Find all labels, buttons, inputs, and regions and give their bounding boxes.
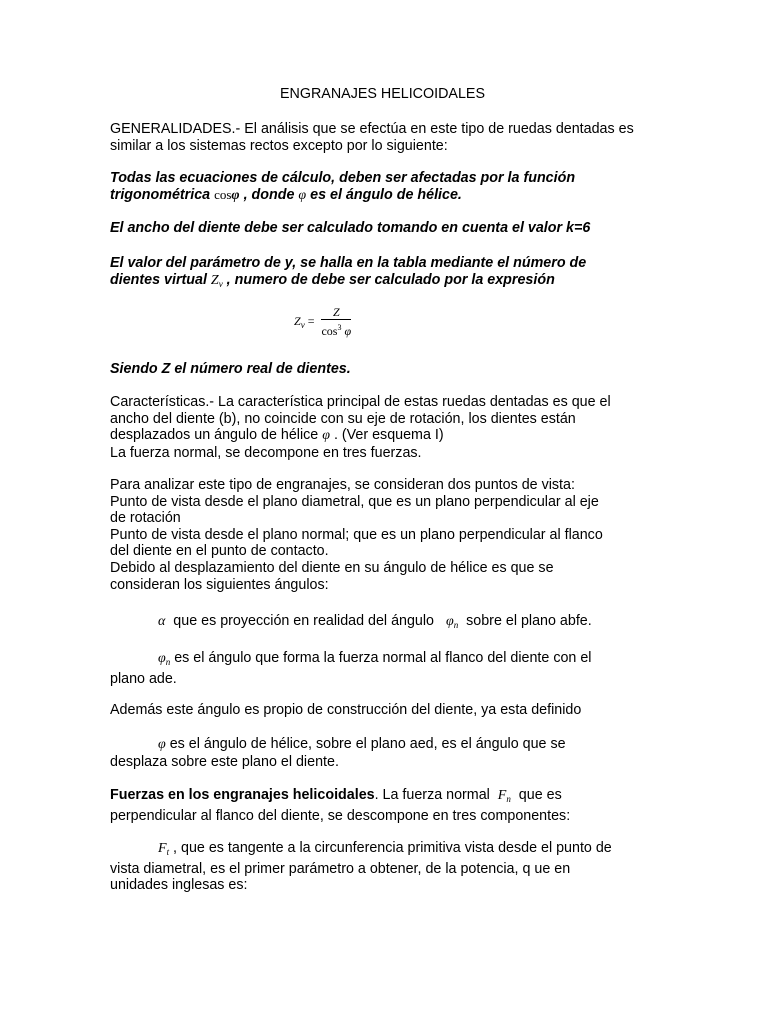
math-f-n — [498, 788, 511, 803]
puntos-line: del diente en el punto de contacto. — [110, 543, 329, 560]
virtual-teeth-formula — [294, 305, 351, 339]
fuerzas-text-b: que es — [510, 787, 562, 803]
math-phi: φ — [322, 428, 330, 444]
puntos-line: de rotación — [110, 510, 181, 527]
math-phi: φ — [158, 651, 166, 666]
fuerzas-label: Fuerzas en los engranajes helicoidales — [110, 787, 375, 803]
rule-real-teeth-paragraph: Siendo Z el número real de dientes. — [110, 361, 351, 377]
math-sub-n: n — [506, 794, 511, 804]
math-phi: φ — [298, 187, 307, 203]
ademas-paragraph: Además este ángulo es propio de construcción del diente, ya esta definido — [110, 702, 582, 718]
phin-line: plano ade. — [110, 670, 177, 687]
ft-line: unidades inglesas es: — [110, 877, 248, 894]
formula-denominator — [321, 320, 351, 339]
math-alpha: α — [158, 614, 166, 629]
phi-line — [110, 736, 640, 754]
fuerzas-line: perpendicular al flanco del diente, se descompone en tres componentes: — [110, 807, 571, 824]
rule-cos-text-c: es el ángulo de hélice. — [306, 186, 462, 203]
generalidades-text: El análisis que se efectúa en este tipo de ruedas dentadas es similar a los sistemas rectos excepto por lo siguiente: — [110, 121, 634, 154]
caracteristicas-line — [110, 427, 640, 445]
alpha-text-a: que es proyección en realidad del ángulo — [165, 613, 446, 629]
math-f: F — [158, 841, 167, 856]
caracteristicas-line: La fuerza normal, se decompone en tres fuerzas. — [110, 444, 422, 461]
puntos-line: Para analizar este tipo de engranajes, se consideran dos puntos de vista: — [110, 477, 575, 493]
formula-lhs: Z — [294, 313, 301, 328]
rule-cos-text-a: Todas las ecuaciones de cálculo, deben ser afectadas por la función trigonométrica — [110, 170, 576, 203]
caracteristicas-paragraph — [110, 394, 640, 461]
puntos-paragraph — [110, 477, 640, 593]
math-f: F — [497, 788, 507, 803]
document-title: ENGRANAJES HELICOIDALES — [280, 86, 485, 102]
alpha-definition — [158, 613, 648, 634]
math-phi: φ — [158, 737, 166, 752]
rule-virtual-text-b: , numero de debe ser calculado por la expresión — [222, 271, 555, 288]
puntos-line: Punto de vista desde el plano normal; que es un plano perpendicular al flanco — [110, 526, 603, 543]
math-f-t — [158, 841, 169, 856]
math-phi: φ — [445, 614, 454, 629]
math-sub-n: n — [453, 620, 459, 630]
formula-den-exp: 3 — [337, 323, 342, 332]
phi-definition — [110, 736, 640, 770]
rule-virtual-teeth-paragraph — [110, 255, 640, 292]
rule-cos-text-b: , donde — [239, 186, 299, 203]
rule-cos-paragraph — [110, 170, 640, 204]
formula-fraction — [321, 305, 351, 339]
rule-virtual-text-a: El valor del parámetro de y, se halla en la tabla mediante el número de dientes virtual — [110, 255, 587, 288]
ft-line — [110, 840, 640, 861]
phi-text: es el ángulo de hélice, sobre el plano aed, es el ángulo que se — [165, 736, 566, 752]
fuerzas-line — [110, 787, 640, 808]
ft-definition — [110, 840, 640, 894]
math-sub-t: t — [166, 847, 170, 857]
puntos-line: Debido al desplazamiento del diente en su ángulo de hélice es que se — [110, 559, 554, 576]
generalidades-paragraph — [110, 121, 640, 154]
math-sub-v: v — [218, 278, 223, 289]
formula-numerator: Z — [321, 305, 351, 320]
math-phi: φ — [231, 187, 240, 203]
phin-line — [110, 650, 640, 671]
math-sub-n: n — [165, 657, 171, 667]
caracteristicas-line: Características.- La característica principal de estas ruedas dentadas es que el — [110, 394, 611, 410]
phin-definition — [110, 650, 640, 687]
formula-equals: = — [307, 313, 315, 328]
fuerzas-text-a: . La fuerza normal — [374, 787, 498, 803]
ft-text: , que es tangente a la circunferencia primitiva vista desde el punto de — [169, 840, 612, 856]
ft-line: vista diametral, es el primer parámetro a obtener, de la potencia, q ue en — [110, 860, 571, 877]
caracteristicas-line-text: desplazados un ángulo de hélice — [110, 427, 323, 444]
formula-lhs-sub: v — [300, 319, 305, 330]
generalidades-label: GENERALIDADES.- — [110, 121, 241, 137]
phin-text: es el ángulo que forma la fuerza normal al flanco del diente con el — [170, 650, 592, 666]
rule-width-paragraph: El ancho del diente debe ser calculado tomando en cuenta el valor k=6 — [110, 220, 591, 236]
phi-line: desplaza sobre este plano el diente. — [110, 753, 339, 770]
math-zv — [211, 273, 223, 288]
caracteristicas-line: ancho del diente (b), no coincide con su eje de rotación, los dientes están — [110, 410, 576, 427]
puntos-line: Punto de vista desde el plano diametral, que es un plano perpendicular al eje — [110, 493, 599, 510]
math-cos: cos — [214, 186, 232, 202]
fuerzas-paragraph — [110, 787, 640, 824]
alpha-text-b: sobre el plano abfe. — [458, 613, 592, 629]
math-z: Z — [210, 272, 219, 288]
puntos-line: consideran los siguientes ángulos: — [110, 576, 329, 593]
formula-den-cos: cos — [321, 324, 338, 338]
math-phi-n — [446, 614, 458, 629]
caracteristicas-line-text: . (Ver esquema I) — [329, 427, 444, 444]
math-phi-n — [158, 651, 170, 666]
formula-den-phi: φ — [344, 324, 352, 338]
